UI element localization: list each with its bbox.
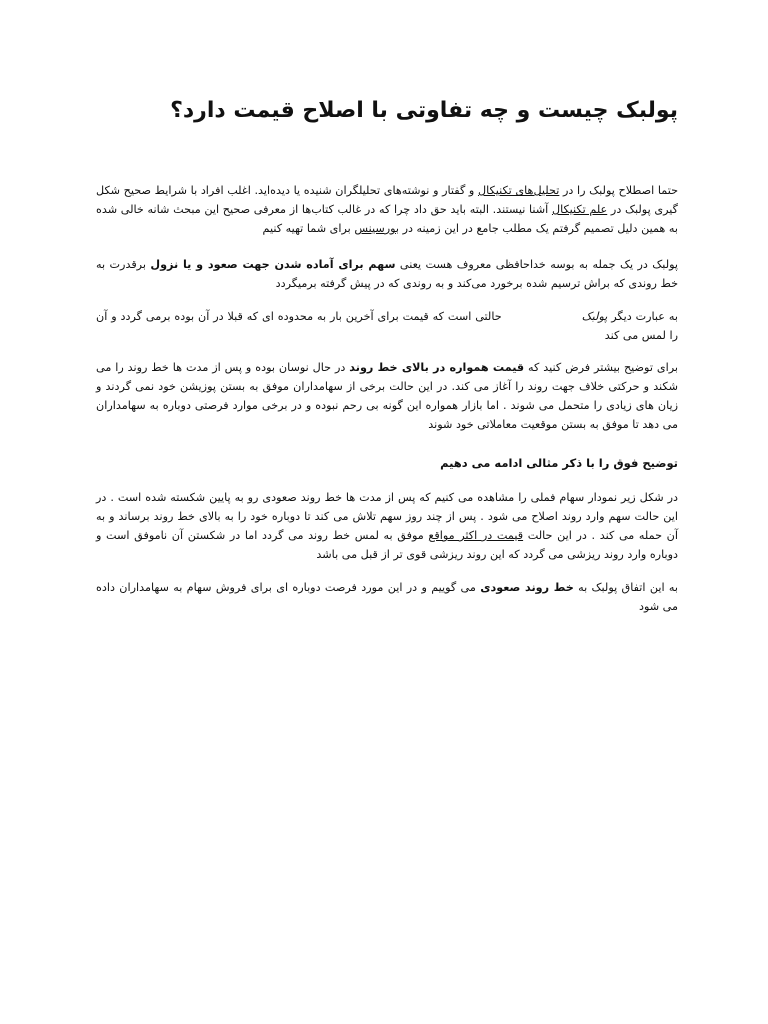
para1-text-1: حتما اصطلاح پولبک را در — [559, 184, 678, 197]
other-words-paragraph — [96, 307, 678, 345]
intro-paragraph — [96, 181, 678, 238]
para1-text-4: برای شما تهیه کنیم — [262, 222, 355, 235]
technical-science-link[interactable]: علم تکنیکال — [551, 203, 608, 216]
para4-text-1: برای توضیح بیشتر فرض کنید که — [524, 361, 678, 374]
para4-text-2: در حال نوسان بوده و پس از مدت ها خط روند را می شکند و حرکتی خلاف جهت روند را آغاز می کند. در این حالت برخی از سهامداران موفق به بستن پوزیشن خود نمی گردند و زیان های زیادی را متحمل می شوند . اما بازار همواره این گونه بی رحم نبوده و در برخی موارد فرصتی دوباره به سهامداران می دهد تا موفق به بستن موقعیت معاملاتی خود شوند — [96, 361, 678, 431]
para4-bold: قیمت همواره در بالای خط روند — [349, 361, 525, 374]
example-paragraph — [96, 488, 678, 564]
para6-text-2: می گوییم و در این مورد فرصت دوباره ای برای فروش سهام به سهامداران داده می شود — [96, 581, 678, 613]
para6-text-1: به این اتفاق پولبک به — [573, 581, 678, 594]
explanation-paragraph — [96, 358, 678, 434]
example-heading: توضیح فوق را با ذکر مثالی ادامه می دهیم — [440, 456, 678, 470]
para2-bold: سهم برای آماده شدن جهت صعود و یا نزول — [150, 258, 396, 271]
para2-text-2: برقدرت به خط روندی که براش ترسیم شده برخورد می‌کند و به روندی که در پیش گرفته برمیگردد — [96, 258, 678, 290]
technical-analysis-link[interactable]: تحلیل‌های تکنیکال — [477, 184, 560, 197]
page-title: پولبک چیست و چه تفاوتی با اصلاح قیمت دارد؟ — [170, 98, 678, 123]
document-page — [96, 0, 678, 1024]
para2-text-1: پولبک در یک جمله به بوسه خداحافظی معروف هست یعنی — [395, 258, 678, 271]
para6-bold: خط روند صعودی — [480, 581, 574, 594]
para3-text-2: حالتی است که قیمت برای آخرین بار به محدوده ای که قبلا در آن بوده برمی گردد و آن را لمس می کند — [96, 310, 678, 342]
para5-text-1: در شکل زیر نمودار سهام فملی را مشاهده می کنیم که پس از مدت ها خط روند صعودی رو به پایین شکسته شده است . در این حالت سهم وارد روند اصلاح می شود . پس از چند روز سهم تلاش می کند تا دوباره خود را به بالای خط روند برساند و به آن حمله می کند . در این حالت — [96, 491, 678, 542]
para5-text-2: موفق به لمس خط روند می گردد اما در شکستن آن ناموفق است و دوباره وارد روند ریزشی می گردد که این روند ریزشی قوی تر از قبل می باشد — [96, 529, 678, 561]
para1-text-3: آشنا نیستند. البته باید حق داد چرا که در غالب کتاب‌ها از معرفی صحیح این مبحث شانه خالی شده به همین دلیل تصمیم گرفتم یک مطلب جامع در این زمینه در — [96, 203, 678, 235]
para3-italic: پولبک — [581, 310, 608, 323]
price-most-cases-link[interactable]: قیمت در اکثر مواقع — [428, 529, 524, 542]
para1-text-2: و گفتار و نوشته‌های تحلیلگران شنیده یا دیده‌اید. اغلب افراد با شرایط صحیح شکل گیری پولبک در — [96, 184, 678, 216]
boursinance-link[interactable]: بورسینس — [354, 222, 400, 235]
definition-paragraph — [96, 255, 678, 293]
para3-text-1: به عبارت دیگر — [607, 310, 678, 323]
conclusion-paragraph — [96, 578, 678, 616]
